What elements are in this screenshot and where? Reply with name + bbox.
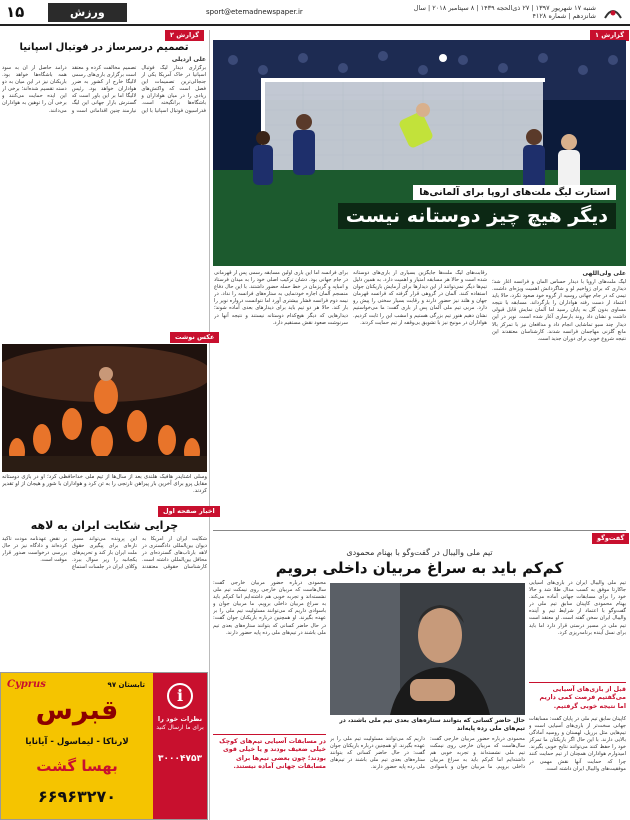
ad-season: تابستان ۹۷	[107, 681, 145, 689]
main-column-1: لیگ ملت‌های اروپا با دیدار حساس آلمان و فرانسه آغاز شد؛ دیداری که برای ژواخیم لو و شاگردانش اهمیت ویژه‌ای داشت. تیمی که در جام جهانی روسیه از گروه خود صعود نکرد، حالا باید اعتماد از دست رفته هواداران را بازگرداند. مسابقه با نتیجه مساوی بدون گل به پایان رسید اما آلمان نمایش قابل قبولی داشت و نشان داد روند بازسازی آغاز شده است. نویر در این دیدار چند سیو تماشایی انجام داد و مدافعان نیز با تمرکز بالا مانع گلزنی مهاجمان فرانسه شدند. کارشناسان معتقدند این نتیجه شروع خوبی برای دوران جدید است.	[492, 279, 626, 342]
masthead	[0, 0, 630, 26]
schneider-farewell-photo	[2, 344, 207, 472]
section-divider	[213, 530, 626, 531]
left-story-title[interactable]: تصمیم درسرساز در فوتبال اسپانیا	[19, 42, 189, 53]
feedback-line: برای ما ارسال کنید	[156, 724, 204, 731]
main-headline-box	[338, 180, 616, 229]
interview-column-middle: محمودی درباره حضور مربیان خارجی گفت: سال‌هاست که مربیان خارجی روی نیمکت تیم ملی نشسته‌اند و تجربه خوبی هم داشته‌ایم اما کم‌کم باید به سراغ مربیان داخلی برویم. ما مربیان جوان و باسوادی داریم که می‌توانند مسئولیت تیم ملی را بر عهده بگیرند. او همچنین درباره بازیکنان جوان گفت: در حال حاضر کسانی که بتوانند ستاره‌های بعدی تیم ملی باشند در تیم‌های ملی رده پایه حضور دارند.	[330, 736, 525, 771]
news-story-body: شکایت ایران از آمریکا به دیوان بین‌المللی دادگستری در لاهه بازتاب‌های گسترده‌ای در محافل بین‌المللی داشته است. کارشناسان حقوقی معتقدند این پرونده می‌تواند مسیر تازه‌ای برای پیگیری حقوق ملت ایران باز کند و تحریم‌های یکجانبه را زیر سوال ببرد. وکلای ایران در جلسات استماع بر نقض عهدنامه مودت تاکید کرده‌اند و دادگاه نیز در حال بررسی درخواست صدور قرار موقت است.	[2, 536, 207, 571]
section-tag-report-2: گزارش ۲	[165, 30, 204, 41]
interview-headline	[213, 548, 626, 577]
dateline: شنبه ۱۷ شهریور ۱۳۹۷ | ۲۷ ذی‌الحجه ۱۴۳۹ | ۸ سپتامبر ۲۰۱۸ | سال شانزدهم | شماره ۴۱۲۸	[413, 4, 596, 20]
main-column-2: رقابت‌های لیگ ملت‌ها جایگزین بسیاری از بازی‌های دوستانه شده است و حالا هر مسابقه امتیاز و اهمیت دارد. به همین دلیل تیم‌ها دیگر نمی‌توانند از این دیدارها برای آزمایش بازیکنان جوان استفاده کنند. آلمان در گروهی قرار گرفته که فرانسه قهرمان جهان و هلند نیز حضور دارند و رقابت بسیار سختی را پیش رو دارد. مربی تیم ملی آلمان پس از بازی گفت: ما می‌خواستیم نشان دهیم هنوز تیم بزرگی هستیم و امشب این را ثابت کردیم. هواداران در مونیخ نیز با تشویق بی‌وقفه از تیم حمایت کردند.	[353, 270, 487, 326]
mahmoudi-portrait-photo	[330, 583, 525, 715]
advertisement[interactable]	[0, 672, 208, 820]
main-title[interactable]: دیگر هیچ چیز دوستانه نیست	[338, 203, 616, 229]
info-icon: i	[167, 683, 193, 709]
left-story-byline: علی اردیلی	[171, 56, 206, 63]
germany-france-match-photo	[213, 40, 626, 266]
main-story-body	[213, 270, 626, 513]
tour-ad	[1, 673, 153, 819]
section-label: ورزش	[48, 3, 127, 22]
photo-note-caption: وسلی اشنایدر هافبک هلندی بعد از سال‌ها از تیم ملی خداحافظی کرد؛ او در بازی دوستانه مقابل پرو برای آخرین بار پیراهن نارنجی را به تن کرد و هواداران با شور و هیجان از او تقدیر کردند.	[2, 474, 207, 495]
portrait-caption: حال حاضر کسانی که بتوانند ستاره‌های بعدی تیم ملی باشند، در تیم‌های ملی رده پایه‌اند	[339, 717, 525, 732]
ad-phone[interactable]: ۶۶۹۶۳۲۷۰	[37, 787, 117, 806]
ad-cities: لارناکا - لیماسول - آیانایا	[25, 737, 129, 747]
interview-column-right: کاپیتان سابق تیم ملی در پایان گفت: مسابقات جهانی سخت‌تر از بازی‌های آسیایی است و تیم‌هایی مثل برزیل، لهستان و روسیه آمادگی بالایی دارند. با این حال اگر بازیکنان ما تمرکز خود را حفظ کنند می‌توانند نتایج خوبی بگیرند. امیدوارم هواداران همچنان از تیم حمایت کنند چرا که حمایت آنها نقش مهمی در موفقیت‌های والیبال ایران داشته است.	[529, 716, 626, 772]
main-byline: علی ولی‌اللهی	[582, 270, 626, 277]
ad-agency: بهسا گشت	[36, 757, 118, 775]
masthead-left	[0, 0, 200, 24]
site-email[interactable]: sport@etemadnewspaper.ir	[206, 8, 303, 16]
newspaper-logo-icon	[600, 2, 626, 22]
left-story-body: برگزاری دیدار لیگ فوتبال اسپانیا در خاک آمریکا یکی از جنجالی‌ترین تصمیمات این فصل است که واکنش‌های زیادی را در میان هواداران و باشگاه‌ها برانگیخته است. فدراسیون فوتبال اسپانیا با این تصمیم مخالفت کرده و معتقد است برگزاری بازی‌های رسمی لالیگا خارج از کشور به ضرر هواداران خواهد بود. رئیس لالیگا اما بر این باور است که گسترش بازار جهانی این لیگ نیازمند چنین اقداماتی است و درآمد حاصل از آن به سود همه باشگاه‌ها خواهد بود. بازیکنان نیز در این میان به دو دسته تقسیم شده‌اند؛ برخی از این ایده حمایت می‌کنند و برخی آن را توهین به هواداران می‌دانند.	[2, 65, 206, 114]
section-tag-interview: گفت‌وگو	[592, 533, 629, 544]
interview-quote-2: قبل از بازی‌های آسیایی می‌گفتیم فرصت کمی داریم اما نتیجه خوبی گرفتیم.	[529, 682, 626, 711]
section-tag-report-1: گزارش ۱	[590, 30, 629, 41]
main-subtitle: استارت لیگ ملت‌های اروپا برای آلمانی‌ها	[413, 185, 616, 200]
section-tag-news: اخبار صفحه اول	[158, 506, 220, 517]
interview-intro: تیم ملی والیبال ایران در بازی‌های آسیایی جاکارتا موفق به کسب مدال طلا شد و حالا خود را برای مسابقات جهانی آماده می‌کند. بهنام محمودی کاپیتان سابق تیم ملی در گفت‌وگو با اعتماد از شرایط تیم و آینده والیبال ایران سخن گفته است. او معتقد است تیم ملی در مسیر درستی قرار دارد اما باید برای نسل آینده برنامه‌ریزی کرد.	[529, 580, 626, 636]
ad-brand: Cyprus	[7, 679, 46, 690]
ad-title: قبرس	[35, 695, 119, 726]
feedback-box	[153, 673, 207, 819]
feedback-title: نظرات خود را	[157, 715, 203, 723]
interview-column-left: محمودی درباره حضور مربیان خارجی گفت: سال‌هاست که مربیان خارجی روی نیمکت تیم ملی نشسته‌اند و تجربه خوبی هم داشته‌ایم اما کم‌کم باید به سراغ مربیان داخلی برویم. ما مربیان جوان و باسوادی داریم که می‌توانند مسئولیت تیم ملی را بر عهده بگیرند. او همچنین درباره بازیکنان جوان گفت: در حال حاضر کسانی که بتوانند ستاره‌های بعدی تیم ملی باشند در تیم‌های ملی رده پایه حضور دارند.	[213, 580, 326, 636]
left-story	[2, 42, 206, 320]
interview-quote-1: در مسابقات آسیایی تیم‌های کوچک خیلی ضعیف بودند و یا خیلی قوی بودند؛ چون بعضی تیم‌ها برای مسابقات جهانی آماده نیستند.	[213, 734, 326, 772]
news-story-title[interactable]: چرایی شکایت ایران به لاهه	[30, 519, 179, 532]
page-number: ۱۵	[6, 3, 25, 21]
news-story	[2, 519, 207, 671]
interview-kicker: تیم ملی والیبال در گفت‌وگو با بهنام محمودی	[346, 548, 493, 557]
feedback-phone[interactable]: ۳۰۰۰۴۷۵۳	[158, 754, 202, 764]
section-tag-photo-note: عکس نوشت	[170, 332, 219, 343]
column-rule	[209, 30, 210, 820]
main-column-3: برای فرانسه اما این بازی اولین مسابقه رسمی پس از قهرمانی در جام جهانی بود. دشان ترکیب اصلی خود را به میدان فرستاد و امباپه و گریزمان در خط حمله حضور داشتند. با این حال دفاع منسجم آلمان اجازه خودنمایی به ستاره‌های فرانسه را نداد. در نیمه دوم فرانسه فشار بیشتری آورد اما نتوانست دروازه نویر را باز کند. حالا هر دو تیم باید برای دیدارهای بعدی آماده شوند؛ دیدارهایی که دیگر هیچ‌کدام دوستانه نیستند و نتیجه آنها در سرنوشت صعود نقش مستقیم دارد.	[214, 270, 348, 326]
interview-title[interactable]: کم‌کم باید به سراغ مربیان داخلی برویم	[275, 559, 564, 577]
